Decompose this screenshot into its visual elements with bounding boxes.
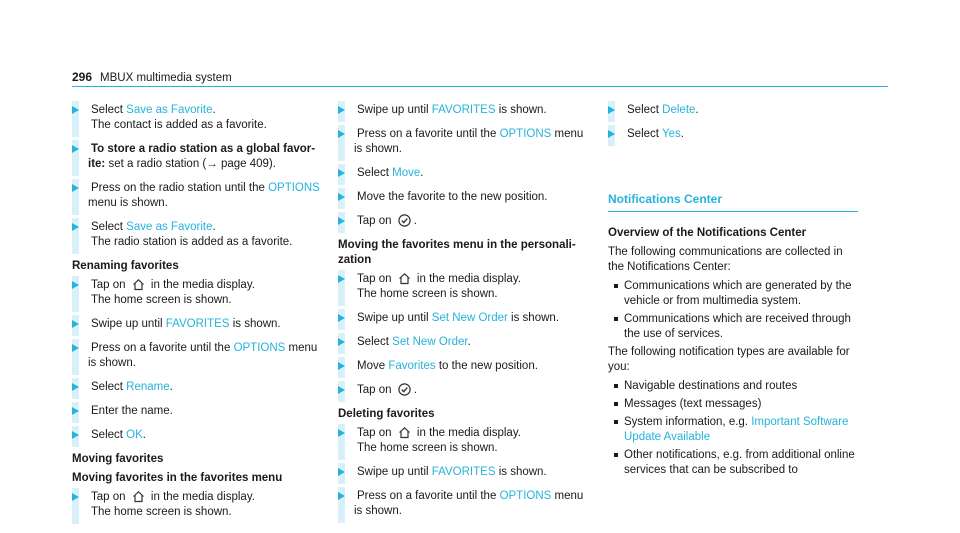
step: Press on a favorite until the OPTIONS menu is shown. bbox=[338, 489, 588, 519]
heading-moving: Moving favorites bbox=[72, 453, 164, 465]
heading-personalization: Moving the favorites menu in the personali- zation bbox=[338, 239, 576, 266]
step-arrow-icon bbox=[72, 281, 79, 289]
step-arrow-icon bbox=[72, 431, 79, 439]
step: Select Yes. bbox=[608, 127, 858, 142]
step-arrow-icon bbox=[608, 130, 615, 138]
step: Enter the name. bbox=[72, 404, 322, 419]
step-arrow-icon bbox=[338, 429, 345, 437]
step: Press on the radio station until the OPTIONS menu is shown. bbox=[72, 181, 322, 211]
step-arrow-icon bbox=[338, 130, 345, 138]
home-icon bbox=[132, 490, 145, 503]
step-arrow-icon bbox=[338, 275, 345, 283]
heading-moving-menu: Moving favorites in the favorites menu bbox=[72, 472, 283, 484]
step-arrow-icon bbox=[338, 338, 345, 346]
paragraph: The following notification types are available for you: bbox=[608, 346, 850, 373]
step-arrow-icon bbox=[72, 106, 79, 114]
step-arrow-icon bbox=[338, 193, 345, 201]
step-arrow-icon bbox=[338, 314, 345, 322]
list-item: Communications which are received through the use of services. bbox=[608, 312, 858, 342]
step-arrow-icon bbox=[338, 386, 345, 394]
step: Press on a favorite until the OPTIONS menu is shown. bbox=[338, 127, 588, 157]
step: Move Favorites to the new position. bbox=[338, 359, 588, 374]
step-arrow-icon bbox=[72, 223, 79, 231]
check-icon bbox=[398, 383, 411, 396]
step-arrow-icon bbox=[338, 106, 345, 114]
step-arrow-icon bbox=[338, 217, 345, 225]
step-arrow-icon bbox=[72, 344, 79, 352]
list-item: System information, e.g. Important Software Update Available bbox=[608, 415, 858, 445]
step-arrow-icon bbox=[338, 362, 345, 370]
step-arrow-icon bbox=[72, 383, 79, 391]
column-3 bbox=[608, 103, 858, 481]
page-number: 296 bbox=[72, 70, 93, 84]
home-icon bbox=[132, 278, 145, 291]
list-item: Navigable destinations and routes bbox=[608, 379, 858, 394]
header-rule bbox=[72, 86, 888, 87]
step: Tap on . bbox=[338, 214, 588, 229]
heading-renaming: Renaming favorites bbox=[72, 260, 179, 272]
step-arrow-icon bbox=[72, 145, 79, 153]
step-arrow-icon bbox=[72, 407, 79, 415]
step: Select Move. bbox=[338, 166, 588, 181]
step-arrow-icon bbox=[72, 493, 79, 501]
option-save-as-favorite: Save as Favorite bbox=[126, 104, 213, 116]
step: Move the favorite to the new position. bbox=[338, 190, 588, 205]
step: Select Rename. bbox=[72, 380, 322, 395]
page-header bbox=[72, 70, 232, 86]
list-item: Other notifications, e.g. from additional online services that can be subscribed to bbox=[608, 448, 858, 478]
step: Select OK. bbox=[72, 428, 322, 443]
step: Swipe up until Set New Order is shown. bbox=[338, 311, 588, 326]
step-arrow-icon bbox=[72, 184, 79, 192]
step: Swipe up until FAVORITES is shown. bbox=[72, 317, 322, 332]
list-item: Communications which are generated by the vehicle or from multimedia system. bbox=[608, 279, 858, 309]
step-arrow-icon bbox=[338, 492, 345, 500]
step-arrow-icon bbox=[72, 320, 79, 328]
step: Select Delete. bbox=[608, 103, 858, 118]
page-title: MBUX multimedia system bbox=[100, 72, 232, 84]
step: Tap on . bbox=[338, 383, 588, 398]
step: Select Set New Order. bbox=[338, 335, 588, 350]
step: Tap on in the media display. The home screen is shown. bbox=[338, 426, 588, 456]
step: Tap on in the media display. The home screen is shown. bbox=[72, 490, 322, 520]
section-rule bbox=[608, 211, 858, 212]
list-item: Messages (text messages) bbox=[608, 397, 858, 412]
column-1 bbox=[72, 103, 322, 529]
step: Select Save as Favorite. The contact is added as a favorite. bbox=[72, 103, 322, 133]
heading-deleting: Deleting favorites bbox=[338, 408, 435, 420]
step-arrow-icon bbox=[338, 468, 345, 476]
step: Tap on in the media display. The home screen is shown. bbox=[72, 278, 322, 308]
step: To store a radio station as a global favor- ite: set a radio station (→ page 409). bbox=[72, 142, 322, 172]
step: Press on a favorite until the OPTIONS menu is shown. bbox=[72, 341, 322, 371]
heading-overview: Overview of the Notifications Center bbox=[608, 227, 807, 239]
home-icon bbox=[398, 426, 411, 439]
step-arrow-icon bbox=[608, 106, 615, 114]
column-2 bbox=[338, 103, 588, 528]
check-icon bbox=[398, 214, 411, 227]
step: Swipe up until FAVORITES is shown. bbox=[338, 465, 588, 480]
section-title: Notifications Center bbox=[608, 192, 723, 206]
step: Tap on in the media display. The home screen is shown. bbox=[338, 272, 588, 302]
home-icon bbox=[398, 272, 411, 285]
step: Swipe up until FAVORITES is shown. bbox=[338, 103, 588, 118]
step: Select Save as Favorite. The radio station is added as a favorite. bbox=[72, 220, 322, 250]
link-important-software-update: Important Software Update Available bbox=[624, 416, 849, 443]
paragraph: The following communications are collected in the Notifications Center: bbox=[608, 246, 843, 273]
step-arrow-icon bbox=[338, 169, 345, 177]
